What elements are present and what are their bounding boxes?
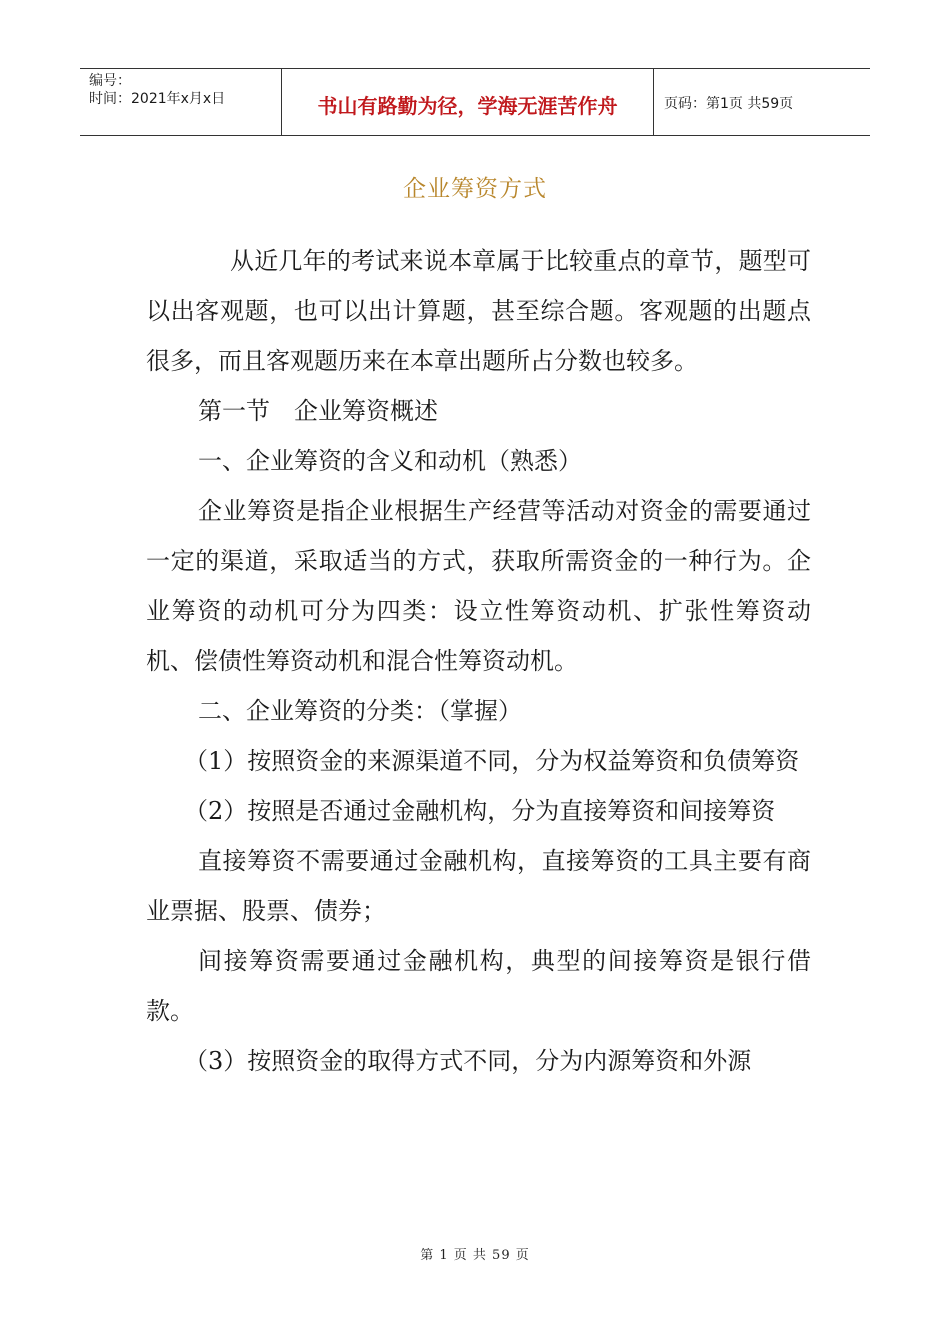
subsection-heading-1: 一、企业筹资的含义和动机（熟悉） [198,447,582,475]
subsection-heading-2: 二、企业筹资的分类：（掌握） [198,697,522,725]
paragraph-definition: 企业筹资是指企业根据生产经营等活动对资金的需要通过一定的渠道，采取适当的方式，获取所需资金的一种行为。企业筹资的动机可分为四类：设立性筹资动机、扩张性筹资动机、偿债性筹资动机和混合性筹资动机。 [146,497,811,675]
paragraph-intro: 从近几年的考试来说本章属于比较重点的章节，题型可以出客观题，也可以出计算题，甚至综合题。客观题的出题点很多，而且客观题历来在本章出题所占分数也较多。 [146,247,811,375]
document-body [146,236,811,1086]
section-heading: 第一节 企业筹资概述 [198,397,438,425]
paragraph-indirect-financing: 间接筹资需要通过金融机构，典型的间接筹资是银行借款。 [146,947,811,1025]
motto-text: 书山有路勤为径，学海无涯苦作舟 [317,93,618,118]
header-page-cell [654,69,870,135]
date-label: 时间：2021年x月x日 [89,91,226,107]
list-item-3: （3）按照资金的取得方式不同，分为内源筹资和外源 [184,1047,752,1075]
header-motto-cell [282,69,654,135]
list-item-1: （1）按照资金的来源渠道不同，分为权益筹资和负债筹资 [184,747,800,775]
document-title: 企业筹资方式 [403,176,547,202]
paragraph-direct-financing: 直接筹资不需要通过金融机构，直接筹资的工具主要有商业票据、股票、债券； [146,847,811,925]
header-table [80,68,870,136]
list-item-2: （2）按照是否通过金融机构，分为直接筹资和间接筹资 [184,797,776,825]
page-info-text: 页码：第1页 共59页 [664,96,794,112]
page-footer: 第 1 页 共 59 页 [420,1248,530,1263]
header-meta-cell [80,69,282,135]
serial-number-label: 编号： [89,73,131,89]
